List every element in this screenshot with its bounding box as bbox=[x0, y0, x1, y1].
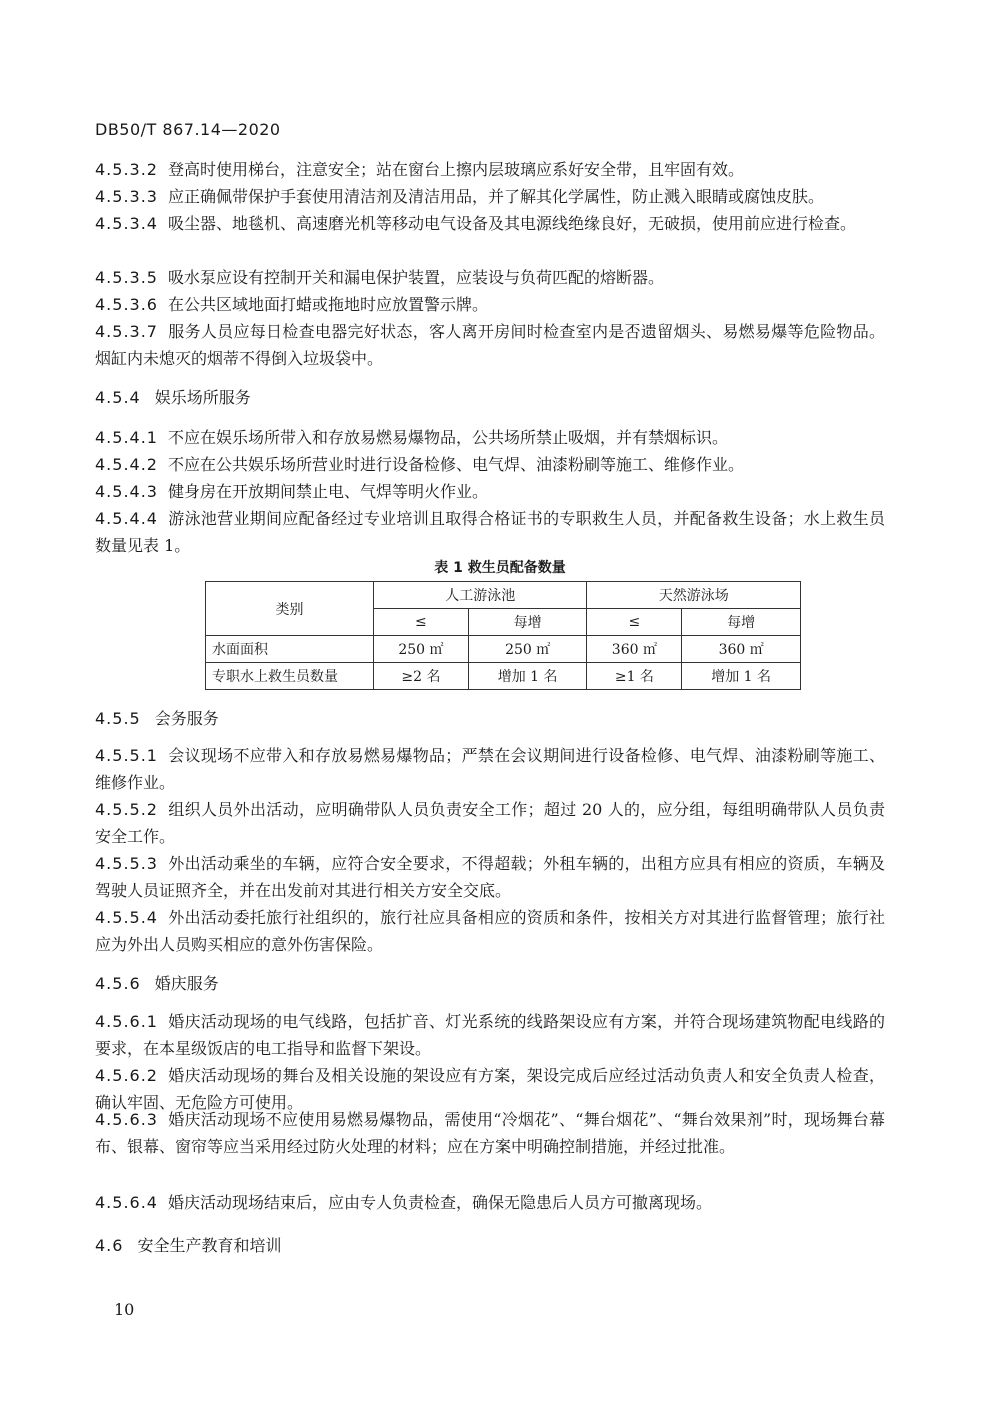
clause-text: 外出活动委托旅行社组织的，旅行社应具备相应的资质和条件，按相关方对其进行监督管理；旅行社应为外出人员购买相应的意外伤害保险。 bbox=[95, 908, 885, 954]
clause-number: 4.5.3.2 bbox=[95, 160, 158, 179]
subheader-cell: 每增 bbox=[682, 609, 801, 636]
table-row bbox=[206, 636, 801, 663]
heading-4-6 bbox=[95, 1232, 281, 1259]
clause-4-5-5-4 bbox=[95, 904, 885, 958]
clause-4-5-3-7 bbox=[95, 318, 885, 372]
clause-text: 婚庆活动现场的舞台及相关设施的架设应有方案，架设完成后应经过活动负责人和安全负责人检查，确认牢固、无危险方可使用。 bbox=[95, 1066, 885, 1112]
heading-4-5-4 bbox=[95, 384, 251, 411]
clause-4-5-4-1 bbox=[95, 424, 885, 451]
clause-text: 游泳池营业期间应配备经过专业培训且取得合格证书的专职救生人员，并配备救生设备；水上救生员数量见表 1。 bbox=[95, 509, 885, 555]
clause-number: 4.5.6.3 bbox=[95, 1110, 158, 1129]
row-label: 专职水上救生员数量 bbox=[206, 663, 374, 690]
table-header-row bbox=[206, 582, 801, 609]
heading-number: 4.6 bbox=[95, 1236, 124, 1255]
clause-text: 服务人员应每日检查电器完好状态，客人离开房间时检查室内是否遗留烟头、易燃易爆等危险物品。烟缸内未熄灭的烟蒂不得倒入垃圾袋中。 bbox=[95, 322, 885, 368]
clause-4-5-5-3 bbox=[95, 850, 885, 904]
clause-number: 4.5.5.2 bbox=[95, 800, 158, 819]
clause-number: 4.5.3.5 bbox=[95, 268, 158, 287]
clause-text: 婚庆活动现场不应使用易燃易爆物品，需使用“冷烟花”、“舞台烟花”、“舞台效果剂”时，现场舞台幕布、银幕、窗帘等应当采用经过防火处理的材料；应在方案中明确控制措施，并经过批准。 bbox=[95, 1110, 885, 1156]
clause-number: 4.5.5.4 bbox=[95, 908, 158, 927]
clause-4-5-3-4 bbox=[95, 210, 885, 237]
table-cell: 250 ㎡ bbox=[374, 636, 469, 663]
clause-4-5-6-4 bbox=[95, 1189, 885, 1216]
clause-number: 4.5.3.4 bbox=[95, 214, 158, 233]
table-cell: ≥2 名 bbox=[374, 663, 469, 690]
clause-text: 会议现场不应带入和存放易燃易爆物品；严禁在会议期间进行设备检修、电气焊、油漆粉刷等施工、维修作业。 bbox=[95, 746, 885, 792]
clause-4-5-6-3 bbox=[95, 1106, 885, 1160]
heading-number: 4.5.6 bbox=[95, 974, 141, 993]
clause-number: 4.5.6.4 bbox=[95, 1193, 158, 1212]
clause-number: 4.5.5.1 bbox=[95, 746, 158, 765]
clause-text: 外出活动乘坐的车辆，应符合安全要求，不得超载；外租车辆的，出租方应具有相应的资质，车辆及驾驶人员证照齐全，并在出发前对其进行相关方安全交底。 bbox=[95, 854, 885, 900]
clause-text: 健身房在开放期间禁止电、气焊等明火作业。 bbox=[167, 482, 488, 501]
clause-text: 不应在娱乐场所带入和存放易燃易爆物品，公共场所禁止吸烟，并有禁烟标识。 bbox=[167, 428, 728, 447]
clause-text: 在公共区域地面打蜡或拖地时应放置警示牌。 bbox=[167, 295, 488, 314]
table-cell: 增加 1 名 bbox=[468, 663, 587, 690]
clause-number: 4.5.3.6 bbox=[95, 295, 158, 314]
clause-4-5-4-3 bbox=[95, 478, 885, 505]
clause-text: 婚庆活动现场结束后，应由专人负责检查，确保无隐患后人员方可撤离现场。 bbox=[167, 1193, 712, 1212]
clause-text: 吸水泵应设有控制开关和漏电保护装置，应装设与负荷匹配的熔断器。 bbox=[167, 268, 664, 287]
clause-4-5-4-4 bbox=[95, 505, 885, 559]
subheader-cell: ≤ bbox=[374, 609, 469, 636]
heading-title: 娱乐场所服务 bbox=[154, 388, 251, 407]
header-category: 类别 bbox=[206, 582, 374, 636]
table-cell: 360 ㎡ bbox=[682, 636, 801, 663]
clause-text: 不应在公共娱乐场所营业时进行设备检修、电气焊、油漆粉刷等施工、维修作业。 bbox=[167, 455, 744, 474]
clause-number: 4.5.4.1 bbox=[95, 428, 158, 447]
clause-number: 4.5.6.1 bbox=[95, 1012, 158, 1031]
heading-title: 安全生产教育和培训 bbox=[137, 1236, 282, 1255]
clause-text: 登高时使用梯台，注意安全；站在窗台上擦内层玻璃应系好安全带，且牢固有效。 bbox=[167, 160, 744, 179]
row-label: 水面面积 bbox=[206, 636, 374, 663]
clause-number: 4.5.5.3 bbox=[95, 854, 158, 873]
clause-number: 4.5.6.2 bbox=[95, 1066, 158, 1085]
clause-4-5-5-2 bbox=[95, 796, 885, 850]
subheader-cell: ≤ bbox=[587, 609, 682, 636]
lifeguard-table bbox=[205, 581, 801, 690]
heading-title: 会务服务 bbox=[154, 709, 219, 728]
clause-4-5-3-6 bbox=[95, 291, 885, 318]
header-natural-pool: 天然游泳场 bbox=[587, 582, 801, 609]
page-number: 10 bbox=[114, 1300, 135, 1319]
table-cell: 250 ㎡ bbox=[468, 636, 587, 663]
clause-number: 4.5.4.2 bbox=[95, 455, 158, 474]
clause-4-5-6-1 bbox=[95, 1008, 885, 1062]
table-cell: 增加 1 名 bbox=[682, 663, 801, 690]
table-caption: 表 1 救生员配备数量 bbox=[434, 560, 566, 576]
header-artificial-pool: 人工游泳池 bbox=[374, 582, 587, 609]
table-cell: 360 ㎡ bbox=[587, 636, 682, 663]
clause-text: 应正确佩带保护手套使用清洁剂及清洁用品，并了解其化学属性，防止溅入眼睛或腐蚀皮肤。 bbox=[167, 187, 824, 206]
heading-title: 婚庆服务 bbox=[154, 974, 219, 993]
clause-4-5-3-2 bbox=[95, 156, 885, 183]
clause-number: 4.5.3.3 bbox=[95, 187, 158, 206]
clause-number: 4.5.4.4 bbox=[95, 509, 158, 528]
heading-number: 4.5.5 bbox=[95, 709, 141, 728]
heading-4-5-5 bbox=[95, 705, 219, 732]
clause-4-5-4-2 bbox=[95, 451, 885, 478]
document-code: DB50/T 867.14—2020 bbox=[95, 120, 281, 139]
clause-number: 4.5.3.7 bbox=[95, 322, 158, 341]
subheader-cell: 每增 bbox=[468, 609, 587, 636]
clause-text: 吸尘器、地毯机、高速磨光机等移动电气设备及其电源线绝缘良好，无破损，使用前应进行检查。 bbox=[167, 214, 856, 233]
clause-4-5-3-3 bbox=[95, 183, 885, 210]
clause-4-5-5-1 bbox=[95, 742, 885, 796]
table-row bbox=[206, 663, 801, 690]
clause-text: 婚庆活动现场的电气线路，包括扩音、灯光系统的线路架设应有方案，并符合现场建筑物配电线路的要求，在本星级饭店的电工指导和监督下架设。 bbox=[95, 1012, 885, 1058]
heading-number: 4.5.4 bbox=[95, 388, 141, 407]
table-cell: ≥1 名 bbox=[587, 663, 682, 690]
clause-number: 4.5.4.3 bbox=[95, 482, 158, 501]
clause-text: 组织人员外出活动，应明确带队人员负责安全工作；超过 20 人的，应分组，每组明确带队人员负责安全工作。 bbox=[95, 800, 885, 846]
clause-4-5-3-5 bbox=[95, 264, 885, 291]
heading-4-5-6 bbox=[95, 970, 219, 997]
